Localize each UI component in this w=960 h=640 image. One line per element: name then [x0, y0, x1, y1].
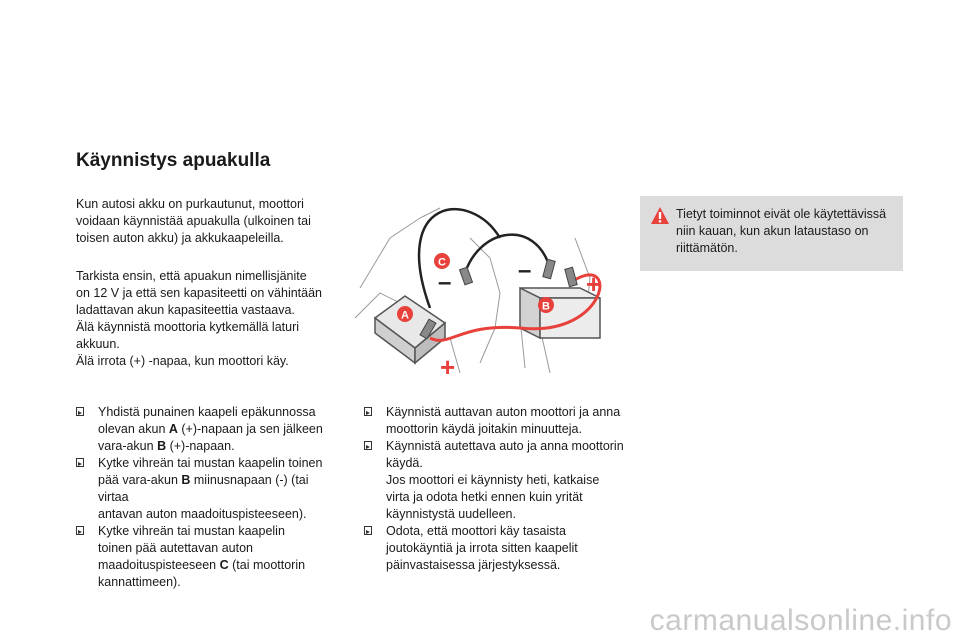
step-item: [76, 523, 338, 591]
steps-list-right: [364, 404, 629, 574]
label-c: C: [438, 256, 446, 269]
step-text: [98, 405, 323, 453]
arrow-bullet-icon: [364, 441, 372, 450]
battery-ref: B: [181, 473, 191, 487]
battery-ref: C: [219, 558, 229, 572]
step-fragment: Odota, että moottori käy tasaista joutokäyntiä ja irrota sitten kaapelit päinvastaisessa järjestyksessä.: [386, 524, 578, 572]
jump-start-illustration: [350, 198, 615, 378]
arrow-bullet-icon: [76, 526, 84, 535]
step-fragment: miinusnapaan (-) (tai virtaa antavan auton maadoituspisteeseen).: [98, 473, 309, 521]
steps-list-left: [76, 404, 338, 591]
step-fragment: Kytke vihreän tai mustan kaapelin toinen pää autettavan auton maadoituspisteeseen: [98, 524, 285, 572]
precaution-paragraph: Tarkista ensin, että apuakun nimellisjänite on 12 V ja että sen kapasiteetti on vähintään ladattavan akun kapasiteettia vastaava. Älä käynnistä moottoria kytkemällä laturi akkuun. Älä irrota (+) -napaa, kun moottori käy.: [76, 269, 323, 368]
plus-sign-b: +: [586, 269, 602, 299]
warning-icon: [650, 206, 670, 226]
minus-sign-c: –: [438, 269, 452, 296]
step-fragment: Käynnistä auttavan auton moottori ja anna moottorin käydä joitakin minuutteja.: [386, 405, 621, 436]
step-item: [76, 404, 338, 455]
arrow-bullet-icon: [76, 407, 84, 416]
step-fragment: Kytke vihreän tai mustan kaapelin toinen pää vara-akun: [98, 456, 323, 487]
step-text: [386, 405, 620, 436]
step-text: [386, 439, 624, 521]
step-text: [98, 456, 322, 521]
warning-text: Tietyt toiminnot eivät ole käytettävissä niin kauan, kun akun lataustaso on riittämätön.: [676, 207, 887, 255]
step-item: [364, 438, 629, 523]
step-fragment: (+)-napaan.: [166, 439, 235, 453]
black-cable: [419, 209, 500, 308]
page-title: Käynnistys apuakulla: [76, 150, 271, 171]
arrow-bullet-icon: [364, 526, 372, 535]
step-fragment: (tai moottorin kannattimeen).: [98, 558, 306, 589]
warning-box: [640, 196, 903, 271]
intro-paragraph: Kun autosi akku on purkautunut, moottori voidaan käynnistää apuakulla (ulkoinen tai toisen auton akku) ja akkukaapeleilla.: [76, 197, 311, 245]
arrow-bullet-icon: [364, 407, 372, 416]
step-item: [364, 404, 629, 438]
step-text: [386, 524, 578, 572]
watermark: carmanualsonline.info: [649, 604, 952, 637]
label-a: A: [401, 309, 409, 322]
battery-ref: A: [168, 422, 178, 436]
step-text: [98, 524, 305, 589]
step-fragment: (+)-napaan ja sen jälkeen vara-akun: [98, 422, 323, 453]
minus-sign-b: –: [518, 257, 532, 284]
step-fragment: Käynnistä autettava auto ja anna moottorin käydä. Jos moottori ei käynnisty heti, katkaise virta ja odota hetki ennen kuin yrität käynnistystä uudelleen.: [386, 439, 624, 521]
step-item: [364, 523, 629, 574]
step-fragment: Yhdistä punainen kaapeli epäkunnossa olevan akun: [98, 405, 316, 436]
battery-ref: B: [157, 439, 167, 453]
plus-sign-a: +: [440, 352, 456, 378]
label-b: B: [542, 300, 550, 313]
black-cable-2: [465, 235, 550, 273]
arrow-bullet-icon: [76, 458, 84, 467]
battery-a: [375, 296, 445, 363]
step-item: [76, 455, 338, 523]
